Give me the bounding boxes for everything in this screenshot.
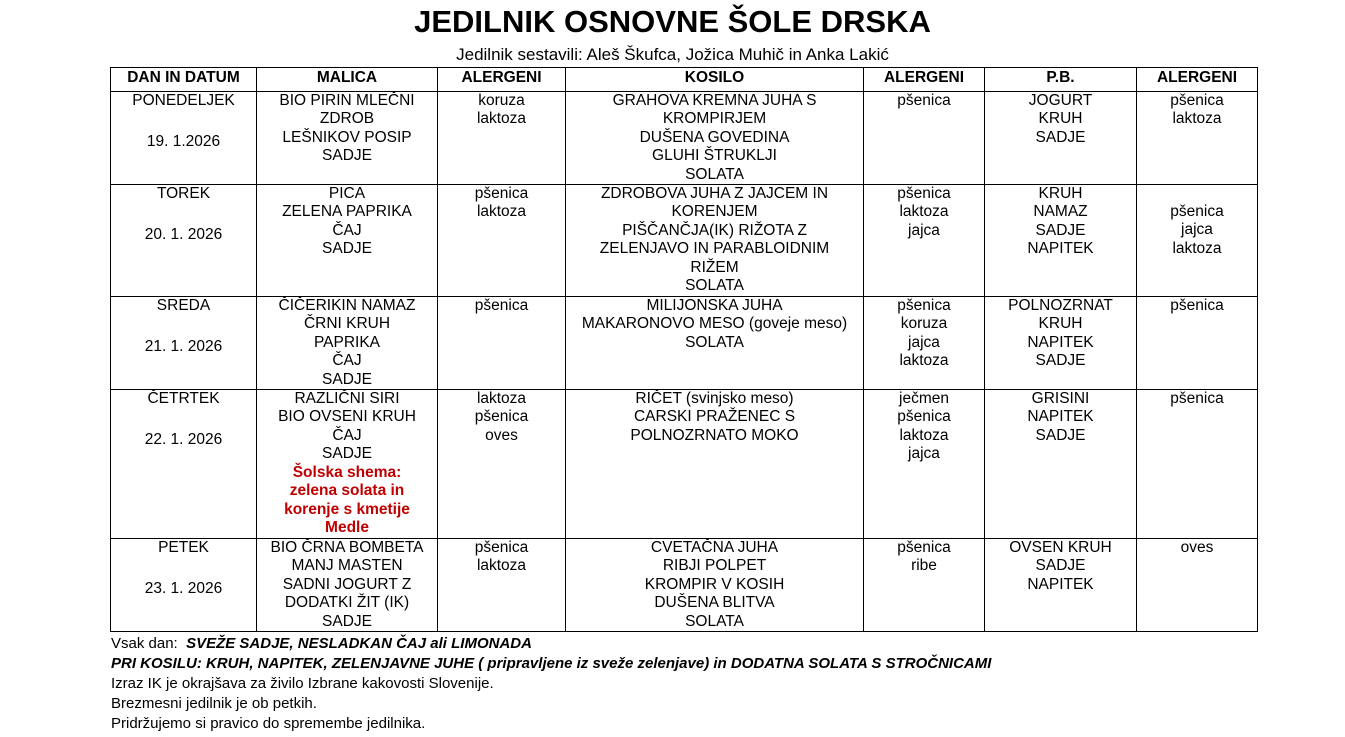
allergen: jajca: [908, 333, 940, 351]
menu-item: RIČET (svinjsko meso): [635, 390, 794, 408]
allergen: laktoza: [476, 390, 527, 408]
allergen: laktoza: [1172, 110, 1222, 128]
menu-table: [110, 67, 1258, 632]
day-date: 19. 1.2026: [146, 133, 221, 151]
menu-item: SADJE: [1035, 426, 1086, 444]
page-title: JEDILNIK OSNOVNE ŠOLE DRSKA: [414, 4, 931, 39]
menu-item: NAPITEK: [1027, 240, 1094, 258]
allergen: laktoza: [899, 352, 949, 370]
allergen: laktoza: [1172, 239, 1222, 257]
menu-item: SADJE: [1035, 557, 1086, 575]
menu-item: SOLATA: [685, 165, 744, 183]
menu-item: SOLATA: [685, 277, 744, 295]
kosilo-cell: [566, 92, 864, 185]
menu-item: NAMAZ: [1033, 203, 1088, 221]
header-kosilo-allergens: ALERGENI: [864, 68, 985, 92]
menu-item: SADJE: [1035, 128, 1086, 146]
header-malica-allergens: ALERGENI: [438, 68, 566, 92]
kosilo-allergens-cell: [864, 92, 985, 185]
header-kosilo: KOSILO: [566, 68, 864, 92]
lunch-note: PRI KOSILU: KRUH, NAPITEK, ZELENJAVNE JUHE ( pripravljene iz sveže zelenjave) in DODATNA SOLATA S STROČNICAMI: [111, 655, 992, 672]
day-date: 21. 1. 2026: [144, 338, 223, 356]
allergen: oves: [1180, 539, 1214, 557]
menu-item: SADJE: [322, 370, 372, 388]
allergen: pšenica: [474, 408, 529, 426]
menu-item: SADJE: [322, 240, 372, 258]
menu-item: GRAHOVA KREMNA JUHA S KROMPIRJEM: [612, 92, 817, 128]
allergen: ječmen: [899, 390, 949, 408]
allergen: laktoza: [899, 203, 949, 221]
allergen: pšenica: [897, 92, 951, 109]
menu-item: ČAJ: [332, 221, 362, 239]
menu-item: SADJE: [1035, 221, 1086, 239]
menu-item: CARSKI PRAŽENEC S POLNOZRNATO MOKO: [630, 408, 799, 444]
malica-allergens-cell: [438, 539, 566, 632]
day-name: PETEK: [158, 539, 209, 557]
pb-allergens-cell: [1137, 92, 1258, 185]
pb-cell: [985, 390, 1137, 539]
menu-item: SADJE: [1035, 352, 1086, 370]
day-cell: [111, 539, 257, 632]
header-day-date: DAN IN DATUM: [111, 68, 257, 92]
menu-item: KRUH: [1038, 110, 1083, 128]
pb-allergens-cell: [1137, 297, 1258, 390]
allergen: pšenica: [1170, 390, 1224, 408]
allergen: pšenica: [474, 539, 529, 557]
table-row: [111, 92, 1258, 185]
menu-item: JOGURT: [1028, 92, 1093, 109]
header-pb: P.B.: [985, 68, 1137, 92]
menu-authors: Jedilnik sestavili: Aleš Škufca, Jožica Muhič in Anka Lakić: [456, 45, 889, 64]
allergen: ribe: [911, 557, 937, 575]
day-cell: [111, 92, 257, 185]
menu-item: BIO OVSENI KRUH: [278, 408, 416, 426]
pb-cell: [985, 92, 1137, 185]
menu-item: PAPRIKA: [313, 333, 381, 351]
allergen: jajca: [908, 221, 940, 239]
pb-allergens-cell: [1137, 185, 1258, 297]
menu-item: PICA: [328, 185, 366, 203]
menu-item: RIBJI POLPET: [662, 557, 767, 575]
allergen: pšenica: [474, 185, 529, 203]
day-date: 23. 1. 2026: [144, 580, 223, 598]
menu-item: PIŠČANČJA(IK) RIŽOTA Z ZELENJAVO IN PARABLOIDNIM RIŽEM: [599, 221, 830, 276]
kosilo-cell: [566, 539, 864, 632]
menu-item: SADNI JOGURT Z DODATKI ŽIT (IK): [282, 575, 412, 612]
menu-item: ČAJ: [332, 352, 362, 370]
kosilo-allergens-cell: [864, 390, 985, 539]
menu-item: GRISINI: [1031, 390, 1090, 408]
day-name: TOREK: [156, 185, 211, 203]
kosilo-allergens-cell: [864, 297, 985, 390]
menu-item: BIO PIRIN MLEČNI ZDROB: [279, 92, 415, 128]
malica-cell: [257, 92, 438, 185]
allergen: koruza: [900, 315, 948, 333]
kosilo-cell: [566, 297, 864, 390]
malica-allergens-cell: [438, 390, 566, 539]
allergen: pšenica: [1170, 297, 1224, 315]
day-name: SREDA: [156, 297, 211, 315]
day-date: 20. 1. 2026: [144, 226, 223, 244]
allergen: laktoza: [476, 203, 527, 221]
menu-item: SADJE: [322, 147, 372, 165]
malica-allergens-cell: [438, 185, 566, 297]
menu-item: LEŠNIKOV POSIP: [282, 128, 412, 146]
table-row: [111, 297, 1258, 390]
table-row: [111, 390, 1258, 539]
allergen: pšenica: [897, 297, 951, 315]
table-row: [111, 539, 1258, 632]
malica-cell: [257, 297, 438, 390]
school-scheme-note: Šolska shema: zelena solata in korenje s kmetije Medle: [284, 463, 410, 536]
malica-cell: [257, 185, 438, 297]
pb-cell: [985, 185, 1137, 297]
kosilo-allergens-cell: [864, 539, 985, 632]
allergen: pšenica: [897, 539, 951, 557]
header-pb-allergens: ALERGENI: [1137, 68, 1258, 92]
allergen: laktoza: [476, 557, 527, 575]
day-cell: [111, 297, 257, 390]
menu-item: POLNOZRNAT KRUH: [1008, 297, 1113, 333]
pb-allergens-cell: [1137, 539, 1258, 632]
menu-item: ČIČERIKIN NAMAZ: [278, 297, 416, 315]
allergen: pšenica: [1170, 92, 1224, 109]
malica-allergens-cell: [438, 92, 566, 185]
malica-cell: [257, 539, 438, 632]
menu-item: KROMPIR V KOSIH: [644, 575, 785, 593]
pb-cell: [985, 539, 1137, 632]
menu-item: ZDROBOVA JUHA Z JAJCEM IN KORENJEM: [600, 185, 829, 221]
kosilo-cell: [566, 185, 864, 297]
malica-cell: [257, 390, 438, 539]
menu-item: SADJE: [322, 445, 372, 463]
day-cell: [111, 390, 257, 539]
day-cell: [111, 185, 257, 297]
allergen: pšenica: [897, 408, 951, 426]
rights-note: Pridržujemo si pravico do spremembe jedilnika.: [111, 715, 426, 732]
menu-item: KRUH: [1038, 185, 1083, 203]
menu-item: GLUHI ŠTRUKLJI: [652, 147, 777, 165]
footer-notes: [111, 634, 991, 734]
menu-item: ZELENA PAPRIKA: [282, 203, 412, 221]
every-day-label: Vsak dan:: [111, 635, 178, 652]
allergen: laktoza: [899, 426, 949, 444]
menu-item: SADJE: [322, 612, 372, 630]
every-day-note: [111, 634, 991, 654]
meatless-note: Brezmesni jedilnik je ob petkih.: [111, 695, 317, 712]
day-name: ČETRTEK: [147, 390, 220, 408]
menu-item: ČAJ: [332, 426, 362, 444]
menu-item: RAZLIČNI SIRI: [294, 390, 400, 408]
header-row: [111, 68, 1258, 92]
menu-item: DUŠENA GOVEDINA: [639, 128, 790, 146]
allergen: oves: [485, 426, 518, 444]
allergen: laktoza: [476, 110, 527, 128]
kosilo-cell: [566, 390, 864, 539]
allergen: jajca: [1181, 221, 1213, 239]
allergen: pšenica: [897, 185, 951, 203]
menu-item: ČRNI KRUH: [303, 315, 391, 333]
malica-allergens-cell: [438, 297, 566, 390]
menu-item: DUŠENA BLITVA: [654, 594, 775, 612]
ik-note: Izraz IK je okrajšava za živilo Izbrane kakovosti Slovenije.: [111, 675, 494, 692]
menu-item: OVSEN KRUH: [1009, 539, 1112, 557]
header-malica: MALICA: [257, 68, 438, 92]
menu-item: SOLATA: [685, 612, 744, 630]
menu-item: SOLATA: [685, 333, 744, 351]
menu-item: MILIJONSKA JUHA: [646, 297, 783, 315]
allergen: koruza: [478, 92, 525, 109]
kosilo-allergens-cell: [864, 185, 985, 297]
allergen: pšenica: [1170, 203, 1224, 221]
menu-item: NAPITEK: [1027, 575, 1094, 593]
pb-cell: [985, 297, 1137, 390]
pb-allergens-cell: [1137, 390, 1258, 539]
day-name: PONEDELJEK: [132, 92, 235, 109]
menu-item: NAPITEK: [1027, 408, 1094, 426]
every-day-text: SVEŽE SADJE, NESLADKAN ČAJ ali LIMONADA: [186, 635, 532, 652]
menu-item: NAPITEK: [1027, 333, 1094, 351]
allergen: pšenica: [474, 297, 529, 315]
day-date: 22. 1. 2026: [144, 431, 223, 449]
menu-item: CVETAČNA JUHA: [650, 539, 779, 557]
menu-item: MAKARONOVO MESO (goveje meso): [581, 315, 848, 333]
menu-item: MANJ MASTEN: [291, 557, 403, 575]
table-row: [111, 185, 1258, 297]
menu-item: BIO ČRNA BOMBETA: [270, 539, 424, 557]
allergen: jajca: [908, 445, 940, 463]
